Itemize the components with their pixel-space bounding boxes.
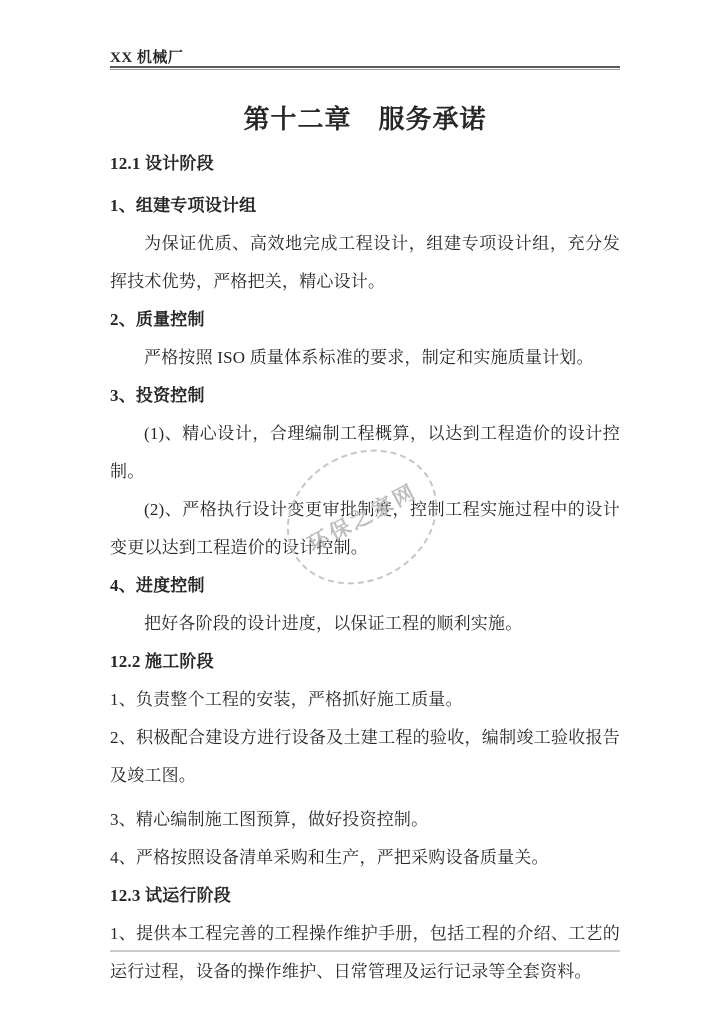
paragraph: 2、积极配合建设方进行设备及土建工程的验收，编制竣工验收报告及竣工图。 bbox=[110, 728, 620, 785]
paragraph: 3、精心编制施工图预算，做好投资控制。 bbox=[110, 810, 429, 829]
item-heading: 2、质量控制 bbox=[110, 310, 205, 329]
document-content bbox=[110, 102, 620, 991]
footer-rule bbox=[110, 950, 620, 952]
paragraph: 严格按照 ISO 质量体系标准的要求，制定和实施质量计划。 bbox=[144, 348, 594, 367]
paragraph: (2)、严格执行设计变更审批制度，控制工程实施过程中的设计变更以达到工程造价的设计控制。 bbox=[110, 500, 620, 557]
item-heading: 3、投资控制 bbox=[110, 386, 205, 405]
paragraph: 把好各阶段的设计进度，以保证工程的顺利实施。 bbox=[144, 614, 523, 633]
header-rule bbox=[110, 66, 620, 70]
section-heading-12-3: 12.3 试运行阶段 bbox=[110, 886, 231, 905]
document-title: 第十二章 服务承诺 bbox=[243, 105, 487, 134]
section-heading-12-2: 12.2 施工阶段 bbox=[110, 652, 214, 671]
header-company-name: XX 机械厂 bbox=[110, 50, 184, 66]
paragraph: 4、严格按照设备清单采购和生产，严把采购设备质量关。 bbox=[110, 848, 549, 867]
item-heading: 1、组建专项设计组 bbox=[110, 196, 257, 215]
item-heading: 4、进度控制 bbox=[110, 576, 205, 595]
paragraph: 1、负责整个工程的安装，严格抓好施工质量。 bbox=[110, 690, 463, 709]
paragraph: 为保证优质、高效地完成工程设计，组建专项设计组，充分发挥技术优势，严格把关，精心设计。 bbox=[110, 234, 620, 291]
section-heading-12-1: 12.1 设计阶段 bbox=[110, 154, 214, 173]
watermark-text: 环保之家网 bbox=[303, 479, 422, 557]
paragraph: (1)、精心设计，合理编制工程概算，以达到工程造价的设计控制。 bbox=[110, 424, 620, 481]
paragraph: 1、提供本工程完善的工程操作维护手册，包括工程的介绍、工艺的运行过程，设备的操作维护、日常管理及运行记录等全套资料。 bbox=[110, 924, 620, 981]
